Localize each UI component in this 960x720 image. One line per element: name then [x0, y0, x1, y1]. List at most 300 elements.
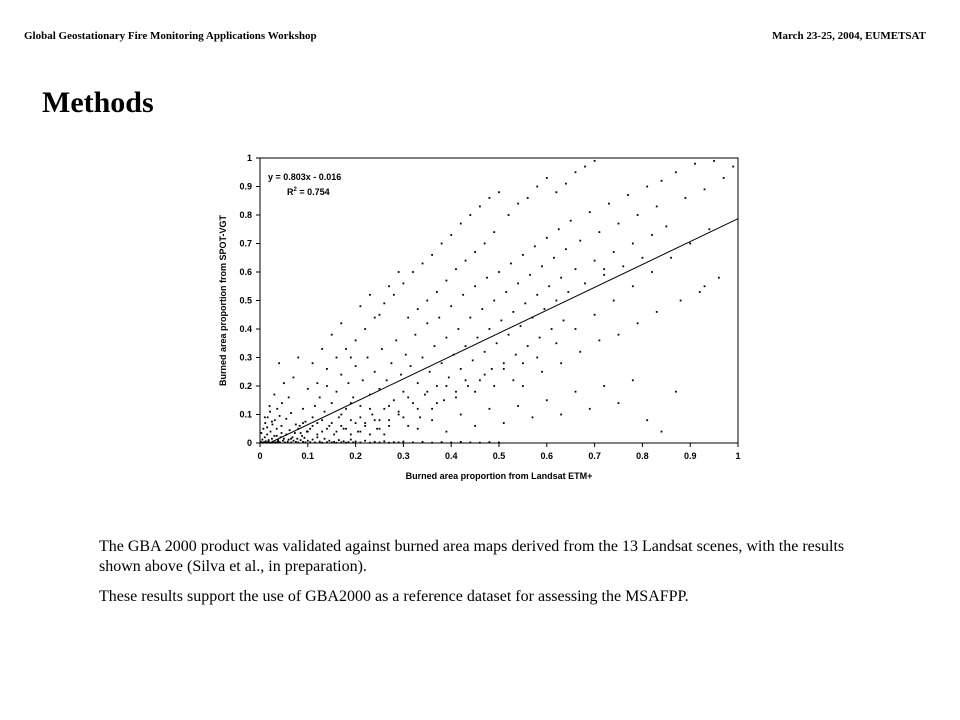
data-point	[651, 271, 653, 273]
data-point	[321, 419, 323, 421]
data-point	[448, 377, 450, 379]
x-axis-label: Burned area proportion from Landsat ETM+	[405, 471, 593, 481]
data-point	[398, 411, 400, 413]
data-point	[287, 441, 289, 443]
data-point	[300, 432, 302, 434]
y-tick-label: 0.1	[239, 409, 252, 420]
r-squared-superscript: 2	[293, 187, 297, 193]
data-point	[340, 414, 342, 416]
data-point	[379, 442, 381, 444]
data-point	[383, 408, 385, 410]
data-point	[357, 431, 359, 433]
data-point	[326, 385, 328, 387]
data-point	[410, 365, 412, 367]
data-point	[355, 422, 357, 424]
data-point	[431, 408, 433, 410]
data-point	[474, 285, 476, 287]
data-point	[608, 203, 610, 205]
data-point	[527, 345, 529, 347]
y-tick-label: 0.3	[239, 352, 252, 363]
data-point	[412, 271, 414, 273]
data-point	[484, 351, 486, 353]
data-point	[422, 441, 424, 443]
data-point	[489, 408, 491, 410]
data-point	[551, 328, 553, 330]
data-point	[374, 419, 376, 421]
data-point	[651, 234, 653, 236]
data-point	[333, 441, 335, 443]
data-point	[407, 317, 409, 319]
data-point	[350, 419, 352, 421]
data-point	[388, 425, 390, 427]
data-point	[598, 340, 600, 342]
paragraph-2: These results support the use of GBA2000 as a reference dataset for assessing the MSAFPP.	[99, 588, 689, 605]
x-tick-label: 0.3	[397, 451, 410, 461]
data-point	[584, 283, 586, 285]
data-point	[575, 268, 577, 270]
data-point	[493, 385, 495, 387]
data-point	[689, 243, 691, 245]
data-point	[295, 441, 297, 443]
data-point	[261, 432, 263, 434]
data-point	[269, 405, 271, 407]
data-point	[340, 374, 342, 376]
data-point	[388, 405, 390, 407]
data-point	[484, 243, 486, 245]
data-point	[474, 251, 476, 253]
data-point	[266, 434, 268, 436]
data-point	[455, 397, 457, 399]
data-point	[369, 408, 371, 410]
data-point	[301, 435, 303, 437]
data-point	[438, 317, 440, 319]
x-tick-label: 0.9	[683, 451, 697, 461]
data-point	[340, 425, 342, 427]
data-point	[364, 328, 366, 330]
data-point	[355, 365, 357, 367]
data-point	[281, 425, 283, 427]
data-point	[343, 440, 345, 442]
data-point	[362, 379, 364, 381]
data-point	[541, 371, 543, 373]
data-point	[405, 354, 407, 356]
data-point	[355, 340, 357, 342]
data-point	[388, 442, 390, 444]
data-point	[319, 397, 321, 399]
data-point	[524, 302, 526, 304]
data-point	[465, 345, 467, 347]
data-point	[260, 441, 262, 443]
data-point	[505, 291, 507, 293]
data-point	[434, 345, 436, 347]
data-point	[536, 186, 538, 188]
y-tick-label: 0.5	[239, 295, 252, 306]
data-point	[555, 300, 557, 302]
data-point	[579, 351, 581, 353]
data-point	[331, 442, 333, 444]
data-point	[386, 379, 388, 381]
data-point	[274, 419, 276, 421]
data-point	[324, 411, 326, 413]
data-point	[307, 440, 309, 442]
data-point	[314, 442, 316, 444]
data-point	[374, 441, 376, 443]
data-point	[331, 402, 333, 404]
data-point	[350, 434, 352, 436]
data-point	[266, 426, 268, 428]
data-point	[618, 402, 620, 404]
x-tick-label: 0.4	[444, 451, 458, 461]
plot-frame	[260, 158, 738, 443]
data-point	[316, 434, 318, 436]
ticks-layer	[239, 153, 740, 461]
data-point	[352, 442, 354, 444]
data-point	[333, 434, 335, 436]
data-point	[283, 382, 285, 384]
data-point	[579, 240, 581, 242]
data-point	[546, 399, 548, 401]
data-point	[496, 342, 498, 344]
data-point	[493, 300, 495, 302]
data-point	[414, 334, 416, 336]
x-tick-label: 0.7	[588, 451, 601, 461]
data-point	[723, 177, 725, 179]
data-point	[278, 362, 280, 364]
regression-layer	[270, 219, 738, 443]
data-point	[520, 325, 522, 327]
data-point	[479, 379, 481, 381]
data-point	[694, 163, 696, 165]
data-point	[522, 385, 524, 387]
data-point	[299, 425, 301, 427]
data-point	[567, 291, 569, 293]
data-point	[632, 243, 634, 245]
data-point	[465, 379, 467, 381]
data-point	[364, 440, 366, 442]
data-point	[522, 254, 524, 256]
data-point	[603, 274, 605, 276]
data-point	[563, 320, 565, 322]
data-point	[708, 228, 710, 230]
data-point	[271, 421, 273, 423]
data-point	[359, 431, 361, 433]
data-point	[632, 379, 634, 381]
data-point	[539, 337, 541, 339]
data-point	[460, 414, 462, 416]
data-point	[560, 414, 562, 416]
data-point	[558, 228, 560, 230]
data-point	[281, 402, 283, 404]
data-point	[479, 442, 481, 444]
plot-border	[260, 158, 738, 443]
data-point	[369, 294, 371, 296]
data-point	[512, 311, 514, 313]
data-point	[328, 425, 330, 427]
data-point	[324, 438, 326, 440]
data-point	[312, 362, 314, 364]
data-point	[419, 416, 421, 418]
data-point	[503, 362, 505, 364]
data-point	[426, 391, 428, 393]
data-point	[455, 268, 457, 270]
data-point	[498, 191, 500, 193]
data-point	[376, 428, 378, 430]
data-point	[575, 391, 577, 393]
data-point	[589, 211, 591, 213]
data-point	[304, 437, 306, 439]
data-point	[383, 434, 385, 436]
data-point	[493, 231, 495, 233]
x-tick-label: 0.2	[349, 451, 362, 461]
data-point	[446, 385, 448, 387]
data-point	[685, 197, 687, 199]
y-tick-label: 0.6	[239, 267, 252, 277]
data-point	[270, 431, 272, 433]
regression-line	[270, 219, 738, 443]
data-point	[469, 442, 471, 444]
data-point	[553, 257, 555, 259]
y-tick-label: 0.8	[239, 210, 252, 220]
data-point	[336, 431, 338, 433]
y-axis-label: Burned area proportion from SPOT-VGT	[218, 214, 228, 387]
data-point	[484, 374, 486, 376]
data-point	[288, 397, 290, 399]
data-point	[431, 419, 433, 421]
data-point	[281, 432, 283, 434]
data-point	[498, 271, 500, 273]
data-point	[289, 429, 291, 431]
data-point	[508, 214, 510, 216]
data-point	[417, 308, 419, 310]
data-point	[508, 334, 510, 336]
data-point	[348, 382, 350, 384]
y-tick-label: 0.9	[239, 181, 252, 192]
data-point	[486, 277, 488, 279]
data-point	[527, 197, 529, 199]
data-point	[570, 220, 572, 222]
data-point	[536, 294, 538, 296]
data-point	[431, 442, 433, 444]
data-point	[297, 357, 299, 359]
data-point	[273, 394, 275, 396]
data-point	[560, 362, 562, 364]
data-point	[598, 231, 600, 233]
data-point	[642, 257, 644, 259]
data-point	[536, 357, 538, 359]
data-point	[284, 442, 286, 444]
data-point	[264, 416, 266, 418]
data-point	[393, 441, 395, 443]
data-point	[383, 302, 385, 304]
header-left-text: Global Geostationary Fire Monitoring Applications Workshop	[24, 30, 317, 42]
data-point	[403, 416, 405, 418]
data-point	[500, 320, 502, 322]
data-point	[565, 183, 567, 185]
data-point	[403, 283, 405, 285]
data-point	[594, 160, 596, 162]
data-point	[359, 305, 361, 307]
data-point	[718, 277, 720, 279]
data-point	[503, 422, 505, 424]
data-point	[331, 334, 333, 336]
data-point	[282, 440, 284, 442]
data-point	[522, 362, 524, 364]
data-point	[424, 394, 426, 396]
data-point	[331, 422, 333, 424]
data-point	[489, 441, 491, 443]
data-point	[422, 357, 424, 359]
data-point	[276, 428, 278, 430]
data-point	[407, 425, 409, 427]
data-point	[541, 265, 543, 267]
data-point	[512, 379, 514, 381]
data-point	[675, 391, 677, 393]
data-point	[637, 322, 639, 324]
data-point	[618, 334, 620, 336]
data-point	[469, 317, 471, 319]
data-point	[345, 442, 347, 444]
data-point	[465, 260, 467, 262]
data-point	[374, 371, 376, 373]
data-point	[603, 268, 605, 270]
scatter-chart	[210, 145, 755, 490]
data-point	[426, 322, 428, 324]
data-point	[350, 357, 352, 359]
data-point	[613, 300, 615, 302]
data-point	[403, 391, 405, 393]
data-point	[472, 359, 474, 361]
data-point	[656, 206, 658, 208]
data-point	[267, 416, 269, 418]
data-point	[345, 348, 347, 350]
data-point	[379, 428, 381, 430]
data-point	[305, 442, 307, 444]
data-point	[288, 439, 290, 441]
data-point	[388, 285, 390, 287]
data-point	[436, 291, 438, 293]
data-point	[400, 374, 402, 376]
data-point	[345, 428, 347, 430]
data-point	[446, 337, 448, 339]
data-point	[704, 285, 706, 287]
data-point	[307, 431, 309, 433]
data-point	[321, 431, 323, 433]
data-point	[274, 442, 276, 444]
data-point	[575, 171, 577, 173]
data-point	[546, 237, 548, 239]
data-point	[469, 214, 471, 216]
y-tick-label: 0.7	[239, 238, 252, 249]
data-point	[355, 441, 357, 443]
x-tick-label: 0.1	[301, 451, 315, 461]
data-point	[656, 311, 658, 313]
data-point	[383, 440, 385, 442]
data-point	[594, 314, 596, 316]
data-point	[417, 428, 419, 430]
data-point	[622, 265, 624, 267]
data-point	[412, 442, 414, 444]
data-point	[338, 416, 340, 418]
data-point	[350, 439, 352, 441]
data-point	[393, 399, 395, 401]
y-tick-label: 0.2	[239, 381, 252, 391]
data-point	[627, 194, 629, 196]
data-point	[295, 424, 297, 426]
data-point	[316, 422, 318, 424]
data-point	[481, 308, 483, 310]
data-point	[279, 442, 281, 444]
data-point	[336, 391, 338, 393]
data-point	[412, 402, 414, 404]
data-point	[450, 234, 452, 236]
data-point	[312, 416, 314, 418]
data-point	[477, 337, 479, 339]
data-point	[338, 439, 340, 441]
r-squared-value: = 0.754	[296, 187, 330, 197]
data-point	[661, 431, 663, 433]
data-point	[261, 439, 263, 441]
data-point	[407, 397, 409, 399]
data-point	[263, 441, 265, 443]
data-point	[431, 254, 433, 256]
data-point	[283, 438, 285, 440]
data-point	[462, 294, 464, 296]
data-point	[450, 305, 452, 307]
data-point	[436, 385, 438, 387]
data-point	[343, 428, 345, 430]
data-point	[316, 436, 318, 438]
data-point	[364, 425, 366, 427]
data-point	[732, 166, 734, 168]
data-point	[575, 328, 577, 330]
data-point	[704, 188, 706, 190]
data-point	[436, 402, 438, 404]
data-point	[309, 441, 311, 443]
data-point	[264, 436, 266, 438]
data-point	[398, 442, 400, 444]
data-point	[314, 405, 316, 407]
data-point	[307, 388, 309, 390]
data-point	[467, 385, 469, 387]
data-point	[443, 399, 445, 401]
data-point	[348, 441, 350, 443]
data-point	[276, 408, 278, 410]
data-point	[517, 283, 519, 285]
data-point	[584, 166, 586, 168]
data-point	[300, 439, 302, 441]
data-point	[713, 160, 715, 162]
data-point	[474, 391, 476, 393]
data-point	[680, 300, 682, 302]
data-point	[336, 442, 338, 444]
data-point	[665, 226, 667, 228]
data-point	[548, 285, 550, 287]
data-point	[379, 388, 381, 390]
x-tick-label: 0.5	[492, 451, 506, 461]
data-point	[517, 405, 519, 407]
data-point	[302, 422, 304, 424]
data-point	[340, 322, 342, 324]
data-point	[285, 418, 287, 420]
data-point	[369, 434, 371, 436]
data-point	[429, 371, 431, 373]
data-point	[302, 441, 304, 443]
data-point	[391, 362, 393, 364]
data-point	[474, 425, 476, 427]
x-tick-label: 0.8	[636, 451, 649, 461]
data-point	[618, 223, 620, 225]
data-point	[290, 442, 292, 444]
